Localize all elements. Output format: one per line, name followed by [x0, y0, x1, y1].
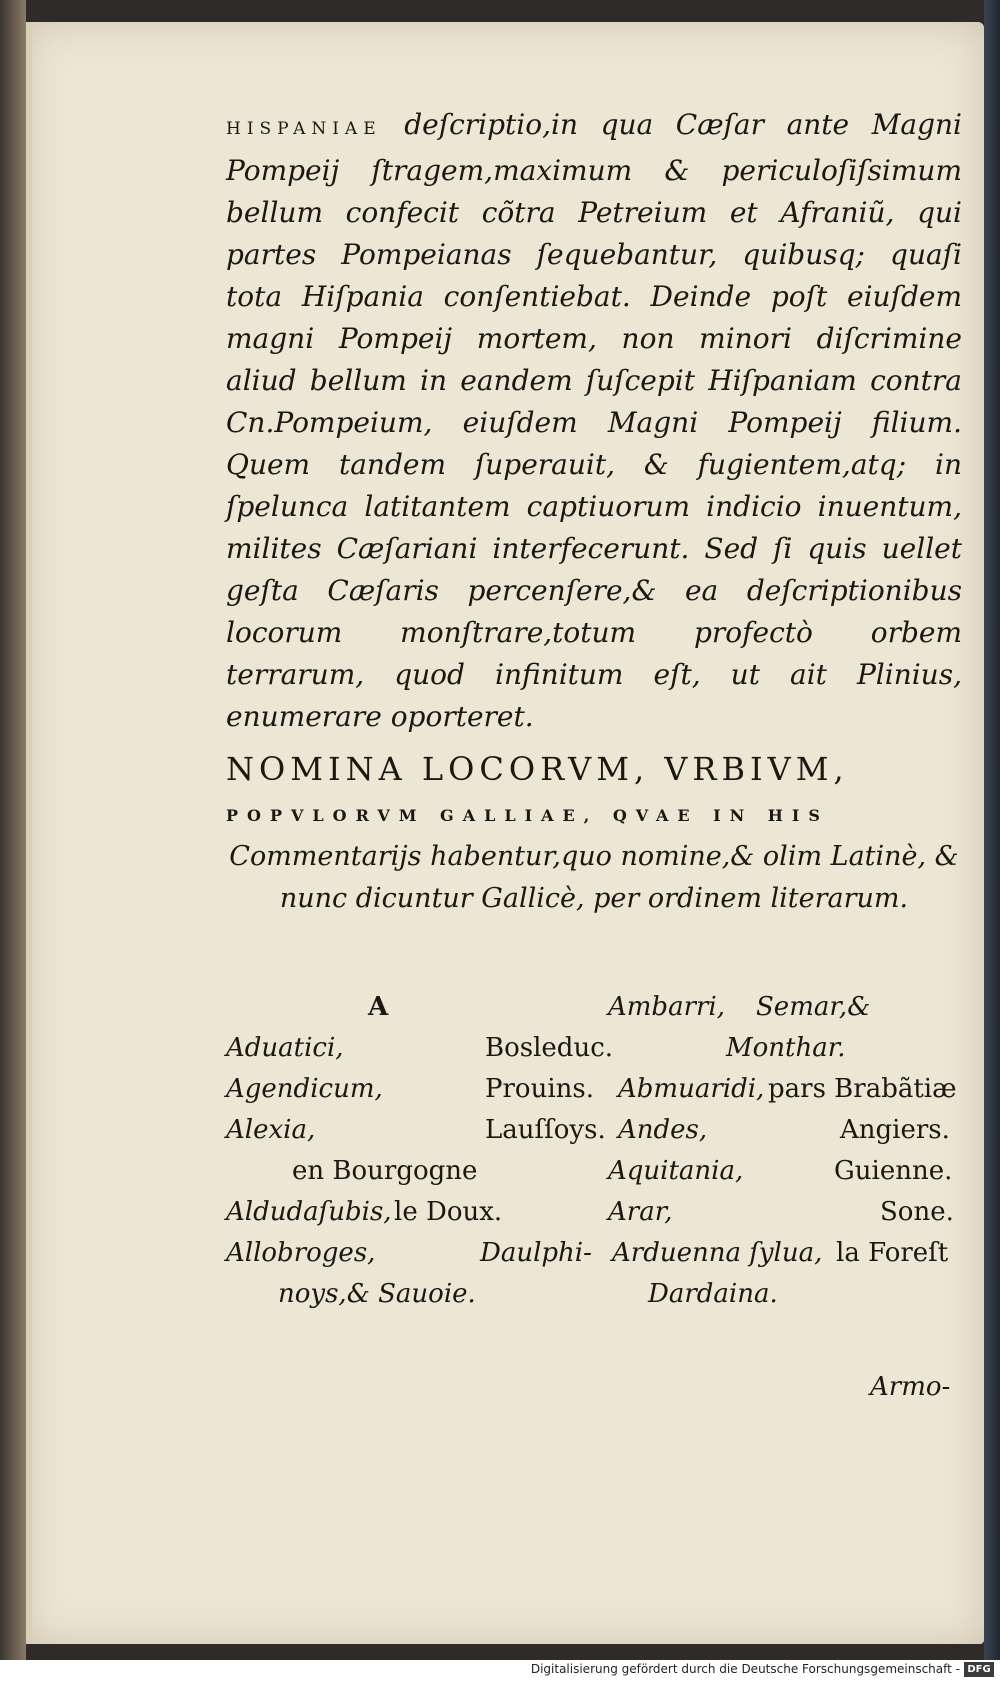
index-french-r2: Monthar. [726, 1033, 846, 1063]
index-french-r8: Dardaina. [648, 1279, 778, 1309]
index-latin-r3: Abmuaridi, [618, 1074, 765, 1104]
index-letter: A [368, 992, 389, 1022]
index-french-r3: pars Brabãtiæ [768, 1074, 957, 1104]
index-title-line-3: Commentarijs habentur,quo nomine,& olim Latinè, & nunc dicuntur Gallicè, per ordinem literarum. [229, 841, 959, 914]
footer-bar [0, 1660, 1000, 1681]
body-paragraph [226, 104, 962, 738]
index-french-5: le Doux. [394, 1197, 503, 1227]
index-french-r4: Angiers. [840, 1115, 950, 1145]
index-latin-5: Aldudaſubis, [226, 1197, 392, 1227]
index-latin-r1: Ambarri, [608, 992, 726, 1022]
index-latin-r5: Aquitania, [608, 1156, 744, 1186]
index-title-line-2: POPVLORVM GALLIAE, QVAE IN HIS [226, 806, 829, 825]
index-latin-r7: Arduenna ſylua, [612, 1238, 823, 1268]
catchword: Armo- [870, 1372, 951, 1402]
index-title-line-1: NOMINA LOCORVM, VRBIVM, [226, 750, 849, 788]
page-edge [26, 22, 32, 1644]
index-french-2: Prouins. [485, 1074, 594, 1104]
index-latin-3: Alexia, [226, 1115, 316, 1145]
index-french-7: noys,& Sauoie. [278, 1279, 476, 1309]
index-latin-6: Allobroges, [226, 1238, 376, 1268]
index-latin-r4: Andes, [618, 1115, 708, 1145]
index-french-4: en Bourgogne [292, 1156, 478, 1186]
index-french-3: Lauſſoys. [485, 1115, 606, 1145]
index-french-r7: la Foreſt [836, 1238, 949, 1268]
index-french-6: Daulphi- [480, 1238, 592, 1268]
footer-credit: Digitalisierung gefördert durch die Deutsche Forschungsgemeinschaft - [530, 1662, 960, 1676]
dfg-logo: DFG [964, 1662, 994, 1677]
index-french-1: Bosleduc. [485, 1033, 614, 1063]
index-french-r5: Guienne. [834, 1156, 953, 1186]
index-latin-2: Agendicum, [226, 1074, 383, 1104]
paragraph-opening-word: HISPANIAE [226, 119, 382, 139]
book-spine-left [0, 0, 26, 1660]
index-french-r6: Sone. [880, 1197, 954, 1227]
book-spine-right [984, 0, 1000, 1660]
paragraph-text: deſcriptio,in qua Cæſar ante Magni Pompeij ſtragem,maximum & periculoſiſsimum bellum confecit cõtra Petreium et Afraniũ, qui partes Pompeianas ſequebantur, quibusq; quaſi tota Hiſpania conſentiebat. Deinde poſt eiuſdem magni Pompeij mortem, non minori diſcrimine aliud bellum in eandem ſuſcepit Hiſpaniam contra Cn.Pompeium, eiuſdem Magni Pompeij filium. Quem tandem ſuperauit, & fugientem,atq; in ſpelunca latitantem captiuorum indicio inuentum, milites Cæſariani interfecerunt. Sed ſi quis uellet geſta Cæſaris percenſere,& ea deſcriptionibus locorum monſtrare,totum profectò orbem terrarum, quod infinitum eſt, ut ait Plinius, enumerare oporteret. [226, 108, 962, 733]
index-latin-r6: Arar, [608, 1197, 673, 1227]
index-latin-1: Aduatici, [226, 1033, 344, 1063]
index-french-r1: Semar,& [756, 992, 871, 1022]
